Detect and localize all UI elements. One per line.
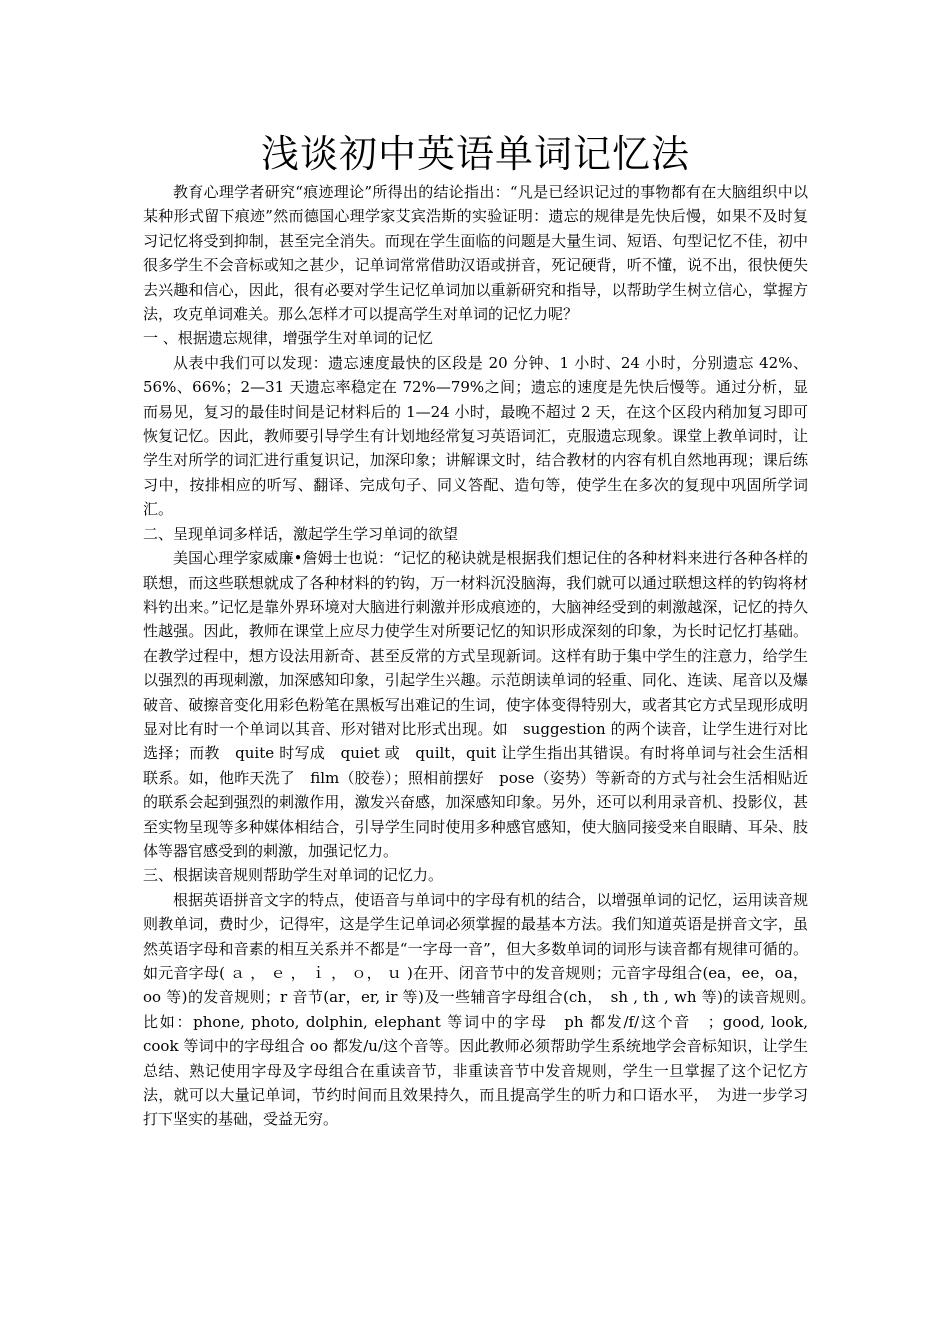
section-body-2: 美国心理学家威廉•詹姆士也说：“记忆的秘诀就是根据我们想记住的各种材料来进行各种各样的联想，而这些联想就成了各种材料的钓钩，万一材料沉没脑海，我们就可以通过联想这样的钓钩将材料钓出来。”记忆是靠外界环境对大脑进行刺激并形成痕迹的，大脑神经受到的刺激越深，记忆的持久性越强。因此，教师在课堂上应尽力使学生对所要记忆的知识形成深刻的印象，为长时记忆打基础。在教学过程中，想方设法用新奇、甚至反常的方式呈现新词。这样有助于集中学生的注意力，给学生以强烈的再现刺激，加深感知印象，引起学生兴趣。示范朗读单词的轻重、同化、连读、尾音以及爆破音、破擦音变化用彩色粉笔在黑板写出难记的生词，使字体变得特别大，或者其它方式呈现形成明显对比有时一个单词以其音、形对错对比形式出现。如 suggestion 的两个读音，让学生进行对比选择；而教 quite 时写成 quiet 或 quilt，quit 让学生指出其错误。有时将单词与社会生活相联系。如，他昨天洗了 film（胶卷）；照相前摆好 pose（姿势）等新奇的方式与社会生活相贴近的联系会起到强烈的刺激作用，激发兴奋感，加深感知印象。另外，还可以利用录音机、投影仪，甚至实物呈现等多种媒体相结合，引导学生同时使用多种感官感知，使大脑同接受来自眼睛、耳朵、肢体等器官感受到的刺激，加强记忆力。 <box>143 549 808 860</box>
document-title: 浅谈初中英语单词记忆法 <box>260 132 690 176</box>
section-heading-1: 一 、根据遗忘规律，增强学生对单词的记忆 <box>143 329 433 348</box>
section-body-3: 根据英语拼音文字的特点，使语音与单词中的字母有机的结合，以增强单词的记忆，运用读音规则教单词，费时少，记得牢，这是学生记单词必须掌握的最基本方法。我们知道英语是拼音文字，虽然英语字母和音素的相互关系并不都是“一字母一音”，但大多数单词的词形与读音都有规律可循的。如元音字母( ａ ， ｅ ， ｉ ， ｏ， ｕ )在开、闭音节中的发音规则；元音字母组合(ea，ee，oa，oo 等)的发音规则；r 音节(ar，er, ir 等)及一些辅音字母组合(ch， sh , th , wh 等)的读音规则。 比如：phone, photo, dolphin, elephant 等词中的字母 ph 都发/f/这个音 ；good, look, cook 等词中的字母组合 oo 都发/u/这个音等。因此教师必须帮助学生系统地学会音标知识，让学生总结、熟记使用字母及字母组合在重读音节，非重读音节中发音规则，学生一旦掌握了这个记忆方法，就可以大量记单词，节约时间而且效果持久，而且提高学生的听力和口语水平， 为进一步学习打下坚实的基础，受益无穷。 <box>143 890 824 1129</box>
document-page <box>143 128 824 1132</box>
section-body-1: 从表中我们可以发现：遗忘速度最快的区段是 20 分钟、1 小时、24 小时，分别遗忘 42%、56%、66%；2—31 天遗忘率稳定在 72%—79%之间；遗忘的速度是先快后慢等。通过分析，显而易见，复习的最佳时间是记材料后的 1—24 小时，最晚不超过 2 天，在这个区段内稍加复习即可恢复记忆。因此，教师要引导学生有计划地经常复习英语词汇，克服遗忘现象。课堂上教单词时，让学生对所学的词汇进行重复识记，加深印象；讲解课文时，结合教材的内容有机自然地再现；课后练习中，按排相应的听写、翻译、完成句子、同义答配、造句等，使学生在多次的复现中巩固所学词汇。 <box>143 353 808 519</box>
section-heading-2: 二、呈现单词多样话，激起学生学习单词的欲望 <box>143 524 459 543</box>
section-heading-3: 三、根据读音规则帮助学生对单词的记忆力。 <box>143 866 444 885</box>
intro-paragraph: 教育心理学者研究“痕迹理论”所得出的结论指出：“凡是已经识记过的事物都有在大脑组织中以某种形式留下痕迹”然而德国心理学家艾宾浩斯的实验证明：遗忘的规律是先快后慢，如果不及时复习记忆将受到抑制，甚至完全消失。而现在学生面临的问题是大量生词、短语、句型记忆不佳，初中很多学生不会音标或知之甚少，记单词常常借助汉语或拼音，死记硬背，听不懂，说不出，很快便失去兴趣和信心，因此，很有必要对学生记忆单词加以重新研究和指导，以帮助学生树立信心，掌握方法，攻克单词难关。那么怎样才可以提高学生对单词的记忆力呢？ <box>143 183 808 324</box>
